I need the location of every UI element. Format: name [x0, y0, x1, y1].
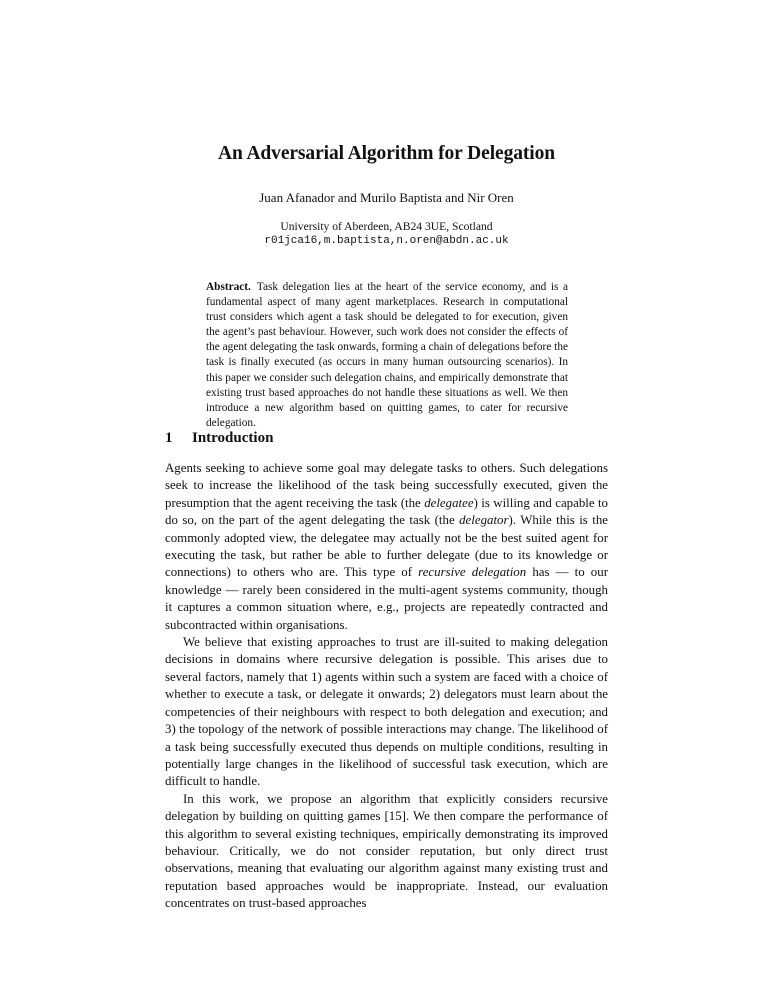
- paragraph-1-part-a: Agents seeking to achieve some goal may delegate tasks to others. Such delegations seek to increase the likelihood of the task being successfully executed, given the presumption that the agent receiving the task (the: [165, 461, 608, 510]
- introduction-body: [165, 460, 608, 913]
- paper-title: An Adversarial Algorithm for Delegation: [218, 143, 555, 164]
- section-title: Introduction: [192, 430, 274, 446]
- author-list: Juan Afanador and Murilo Baptista and Nir Oren: [259, 190, 514, 205]
- paragraph-1-part-d: has — to our knowledge — rarely been considered in the multi-agent systems community, though it captures a common situation where, e.g., projects are repeatedly contracted and subcontracted within organisations.: [165, 565, 608, 632]
- author-emails: r01jca16,m.baptista,n.oren@abdn.ac.uk: [264, 235, 509, 247]
- term-delegator: delegator: [459, 513, 509, 528]
- abstract-text: Task delegation lies at the heart of the service economy, and is a fundamental aspect of many agent marketplaces. Research in computational trust considers which agent a task should be delegated to for execution, given the agent’s past behaviour. However, such work does not consider the effects of the agent delegating the task onwards, forming a chain of delegations before the task is finally executed (as occurs in many human outsourcing scenarios). In this paper we consider such delegation chains, and empirically demonstrate that existing trust based approaches do not handle these situations as well. We then introduce a new algorithm based on quitting games, to cater for recursive delegation.: [206, 281, 568, 429]
- section-number: 1: [165, 430, 173, 446]
- abstract: [206, 280, 568, 431]
- paragraph-3: In this work, we propose an algorithm that explicitly considers recursive delegation by building on quitting games [15]. We then compare the performance of this algorithm to several existing techniques, empirically demonstrating its improved behaviour. Critically, we do not consider reputation, but only direct trust observations, meaning that evaluating our algorithm against many existing trust and reputation based approaches would be inappropriate. Instead, our evaluation concentrates on trust-based approaches: [165, 791, 608, 911]
- paragraph-2: We believe that existing approaches to trust are ill-suited to making delegation decisions in domains where recursive delegation is possible. This arises due to several factors, namely that 1) agents within such a system are faced with a choice of whether to execute a task, or delegate it onwards; 2) delegators must learn about the competencies of their neighbours with respect to both delegation and execution; and 3) the topology of the network of possible interactions may change. The likelihood of a task being successfully executed thus depends on multiple conditions, resulting in potentially large changes in the likelihood of successful task execution, which are difficult to handle.: [165, 635, 608, 789]
- paragraph-1-part-b: ) is willing and capable to do so, on the part of the agent delegating the task (the: [165, 495, 609, 528]
- affiliation-block: [0, 219, 773, 249]
- affiliation: University of Aberdeen, AB24 3UE, Scotland: [280, 220, 493, 233]
- abstract-label: Abstract.: [206, 281, 251, 293]
- paragraph-1: [165, 460, 608, 634]
- section-heading-introduction: [165, 430, 273, 447]
- paragraph-1-part-c: ). While this is the commonly adopted view, the delegatee may actually not be the best suited agent for executing the task, but rather be able to further delegate (due to its knowledge or connections) to others who are. This type of: [165, 513, 608, 580]
- term-delegatee: delegatee: [424, 495, 474, 510]
- term-recursive-delegation: recursive delegation: [418, 565, 527, 580]
